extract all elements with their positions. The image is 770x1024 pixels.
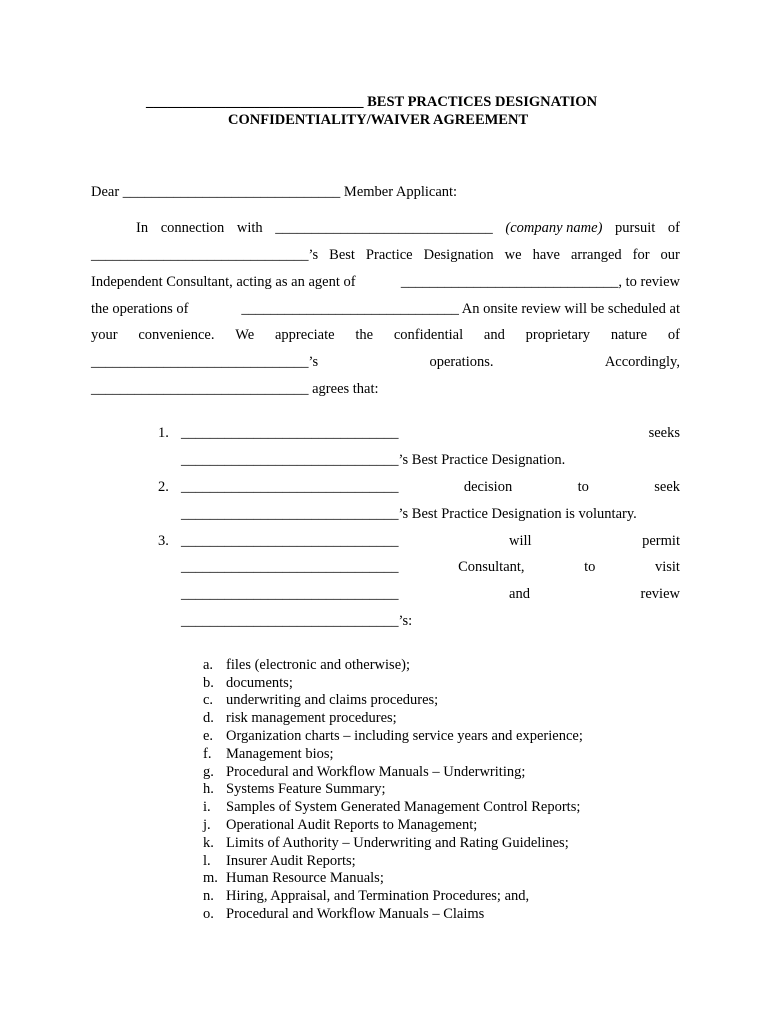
list-text: Procedural and Workflow Manuals – Underwriting; bbox=[226, 764, 526, 780]
list-item bbox=[203, 852, 356, 870]
title-line-1 bbox=[146, 93, 597, 111]
list-item bbox=[203, 727, 583, 745]
list-letter: f. bbox=[203, 746, 212, 762]
para-word: we bbox=[504, 247, 522, 263]
list-letter: m. bbox=[203, 870, 218, 886]
list-text: Samples of System Generated Management Control Reports; bbox=[226, 799, 581, 815]
list-letter: n. bbox=[203, 888, 214, 904]
item-1-line-1 bbox=[181, 424, 680, 442]
list-text: risk management procedures; bbox=[226, 710, 397, 726]
para-blank: ______________________________’s bbox=[91, 354, 319, 370]
item-word: to bbox=[577, 479, 589, 495]
title-line-2: CONFIDENTIALITY/WAIVER AGREEMENT bbox=[228, 112, 529, 128]
item-3-line-1 bbox=[181, 532, 680, 550]
list-item bbox=[203, 887, 529, 905]
para-line-3 bbox=[91, 273, 680, 291]
item-3-line-4: ______________________________’s: bbox=[181, 613, 413, 629]
para-line-2 bbox=[91, 246, 680, 264]
para-word: the bbox=[355, 327, 374, 343]
item-blank: ______________________________ bbox=[181, 559, 399, 575]
list-text: Insurer Audit Reports; bbox=[226, 853, 356, 869]
item-word: seeks bbox=[648, 425, 680, 441]
para-word: and bbox=[483, 327, 505, 343]
para-word: appreciate bbox=[275, 327, 335, 343]
list-item bbox=[203, 691, 438, 709]
list-letter: a. bbox=[203, 657, 214, 673]
para-word: In bbox=[136, 220, 149, 236]
list-text: Limits of Authority – Underwriting and Rating Guidelines; bbox=[226, 835, 569, 851]
salutation-rest: Member Applicant: bbox=[343, 184, 458, 200]
para-word: Accordingly, bbox=[604, 354, 680, 370]
item-number-3: 3. bbox=[158, 533, 169, 549]
item-word: will bbox=[509, 533, 532, 549]
para-word: nature bbox=[610, 327, 648, 343]
list-item bbox=[203, 905, 484, 923]
para-word: have bbox=[532, 247, 560, 263]
para-word: pursuit bbox=[615, 220, 656, 236]
para-word: convenience. bbox=[138, 327, 215, 343]
para-word: arranged bbox=[570, 247, 622, 263]
para-word: of bbox=[667, 220, 680, 236]
title-text: BEST PRACTICES DESIGNATION bbox=[367, 94, 598, 110]
item-word: decision bbox=[463, 479, 513, 495]
list-text: Operational Audit Reports to Management; bbox=[226, 817, 478, 833]
para-word: of bbox=[667, 327, 680, 343]
item-blank: ______________________________ bbox=[181, 425, 399, 441]
para-text: ______________________________ An onsite review will be scheduled at bbox=[241, 301, 680, 317]
item-word: and bbox=[509, 586, 530, 602]
list-letter: i. bbox=[203, 799, 211, 815]
list-item bbox=[203, 656, 410, 674]
list-letter: e. bbox=[203, 728, 214, 744]
list-text: Human Resource Manuals; bbox=[226, 870, 384, 886]
para-line-6 bbox=[91, 353, 680, 371]
para-word: for bbox=[632, 247, 650, 263]
salutation bbox=[91, 183, 457, 201]
item-2-line-1 bbox=[181, 478, 680, 496]
list-text: Organization charts – including service years and experience; bbox=[226, 728, 583, 744]
item-word: visit bbox=[654, 559, 680, 575]
item-2-line-2: ______________________________’s Best Practice Designation is voluntary. bbox=[181, 506, 637, 522]
item-word: to bbox=[584, 559, 596, 575]
para-word: operations. bbox=[429, 354, 494, 370]
para-company-name: (company name) bbox=[505, 220, 603, 236]
para-line-7: ______________________________ agrees that: bbox=[91, 381, 379, 397]
para-text: Independent Consultant, acting as an agent of bbox=[91, 274, 356, 290]
item-word: Consultant, bbox=[458, 559, 525, 575]
item-number-1: 1. bbox=[158, 425, 169, 441]
para-word: connection bbox=[160, 220, 225, 236]
salutation-dear: Dear bbox=[91, 184, 120, 200]
list-item bbox=[203, 834, 569, 852]
item-3-line-2 bbox=[181, 558, 680, 576]
item-3-line-3 bbox=[181, 585, 680, 603]
list-item bbox=[203, 745, 334, 763]
list-item bbox=[203, 763, 525, 781]
para-word: our bbox=[660, 247, 680, 263]
list-letter: g. bbox=[203, 764, 214, 780]
list-text: Hiring, Appraisal, and Termination Procedures; and, bbox=[226, 888, 530, 904]
list-letter: c. bbox=[203, 692, 214, 708]
list-letter: d. bbox=[203, 710, 214, 726]
item-blank: ______________________________ bbox=[181, 479, 399, 495]
list-item bbox=[203, 709, 397, 727]
para-word: proprietary bbox=[525, 327, 591, 343]
para-text: ______________________________, to review bbox=[400, 274, 680, 290]
list-item bbox=[203, 816, 477, 834]
list-text: Management bios; bbox=[226, 746, 334, 762]
item-number-2: 2. bbox=[158, 479, 169, 495]
list-item bbox=[203, 780, 386, 798]
para-word: with bbox=[236, 220, 263, 236]
para-blank: ______________________________’s bbox=[91, 247, 319, 263]
para-line-1 bbox=[136, 219, 680, 237]
para-line-4 bbox=[91, 300, 680, 318]
list-text: underwriting and claims procedures; bbox=[226, 692, 439, 708]
list-item bbox=[203, 869, 384, 887]
list-letter: j. bbox=[203, 817, 211, 833]
list-item bbox=[203, 674, 293, 692]
list-letter: k. bbox=[203, 835, 214, 851]
title-blank: ______________________________ bbox=[146, 94, 364, 110]
para-word: We bbox=[235, 327, 255, 343]
item-blank: ______________________________ bbox=[181, 533, 399, 549]
para-word: Practice bbox=[365, 247, 413, 263]
para-blank: ______________________________ bbox=[275, 220, 493, 236]
list-letter: l. bbox=[203, 853, 211, 869]
para-line-5 bbox=[91, 326, 680, 344]
item-word: permit bbox=[642, 533, 680, 549]
list-text: Systems Feature Summary; bbox=[226, 781, 386, 797]
item-1-line-2: ______________________________’s Best Practice Designation. bbox=[181, 452, 566, 468]
list-item bbox=[203, 798, 580, 816]
list-letter: o. bbox=[203, 906, 214, 922]
item-word: review bbox=[640, 586, 680, 602]
salutation-blank: ______________________________ bbox=[122, 184, 341, 200]
item-blank: ______________________________ bbox=[181, 586, 399, 602]
item-word: seek bbox=[654, 479, 680, 495]
list-text: Procedural and Workflow Manuals – Claims bbox=[226, 906, 485, 922]
para-word: confidential bbox=[393, 327, 464, 343]
para-word: your bbox=[91, 327, 118, 343]
para-word: Best bbox=[329, 247, 355, 263]
para-word: Designation bbox=[423, 247, 494, 263]
list-letter: h. bbox=[203, 781, 214, 797]
list-text: files (electronic and otherwise); bbox=[226, 657, 410, 673]
list-letter: b. bbox=[203, 675, 214, 691]
para-text: the operations of bbox=[91, 301, 189, 317]
list-text: documents; bbox=[226, 675, 293, 691]
